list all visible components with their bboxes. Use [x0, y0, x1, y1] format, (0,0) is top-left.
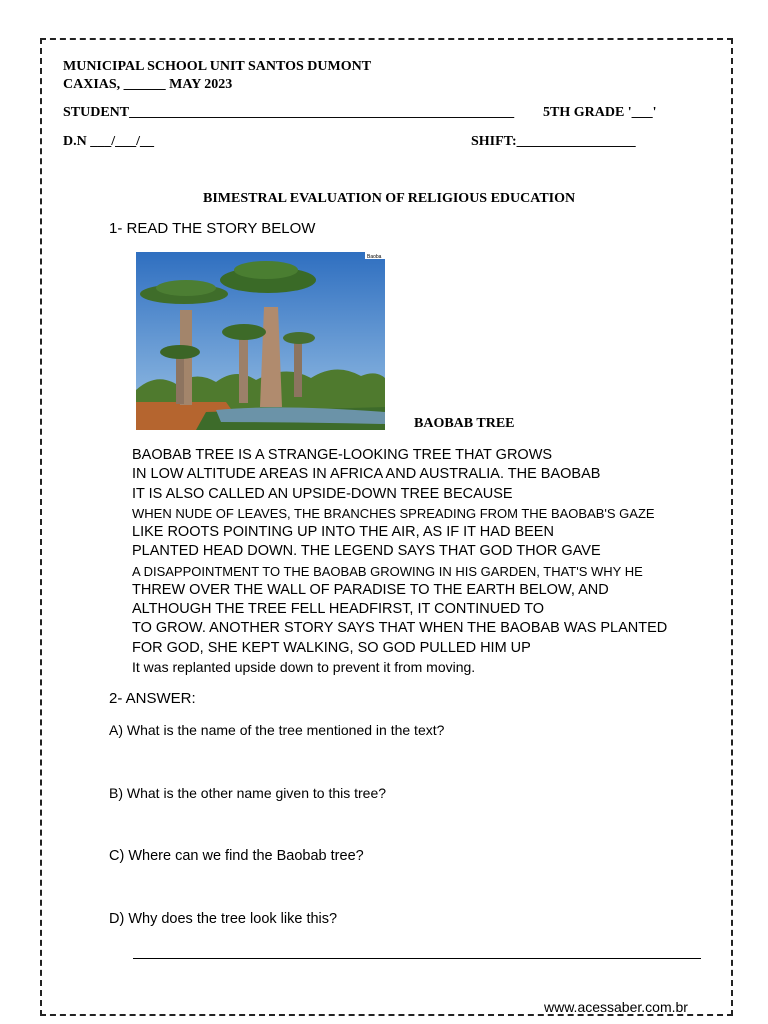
image-caption: BAOBAB TREE: [414, 416, 515, 431]
story-line: TO GROW. ANOTHER STORY SAYS THAT WHEN THE BAOBAB WAS PLANTED: [132, 620, 668, 636]
story-line: BAOBAB TREE IS A STRANGE-LOOKING TREE THAT GROWS: [132, 447, 553, 463]
story-line: It was replanted upside down to prevent it from moving.: [132, 659, 476, 675]
section-2-heading: 2- ANSWER:: [109, 690, 196, 707]
story-line: ALTHOUGH THE TREE FELL HEADFIRST, IT CONTINUED TO: [132, 601, 544, 617]
question-d: D) Why does the tree look like this?: [109, 911, 338, 927]
story-line: IN LOW ALTITUDE AREAS IN AFRICA AND AUSTRALIA. THE BAOBAB: [132, 466, 601, 482]
story-line: IT IS ALSO CALLED AN UPSIDE-DOWN TREE BECAUSE: [132, 486, 513, 502]
section-1-heading: 1- READ THE STORY BELOW: [109, 220, 316, 237]
story-line: FOR GOD, SHE KEPT WALKING, SO GOD PULLED HIM UP: [132, 640, 531, 656]
question-a: A) What is the name of the tree mentioned in the text?: [109, 722, 445, 738]
shift-field: SHIFT:_________________: [471, 134, 636, 149]
footer-url: www.acessaber.com.br: [544, 999, 688, 1015]
school-name: MUNICIPAL SCHOOL UNIT SANTOS DUMONT: [63, 59, 372, 74]
story-line: THREW OVER THE WALL OF PARADISE TO THE EARTH BELOW, AND: [132, 582, 609, 598]
dn-field: D.N ___/___/__: [63, 134, 154, 149]
answer-line: [133, 958, 701, 959]
grade-field: 5TH GRADE '___': [543, 105, 657, 120]
question-b: B) What is the other name given to this tree?: [109, 785, 387, 801]
photo-corner-tag: Baoba: [367, 254, 382, 260]
student-field: STUDENT_______________________________________________________: [63, 105, 515, 120]
story-line: LIKE ROOTS POINTING UP INTO THE AIR, AS IF IT HAD BEEN: [132, 524, 554, 540]
baobab-photo: [136, 252, 385, 430]
story-line: WHEN NUDE OF LEAVES, THE BRANCHES SPREADING FROM THE BAOBAB'S GAZE: [132, 506, 655, 521]
story-line: PLANTED HEAD DOWN. THE LEGEND SAYS THAT GOD THOR GAVE: [132, 543, 601, 559]
story-line: A DISAPPOINTMENT TO THE BAOBAB GROWING IN HIS GARDEN, THAT'S WHY HE: [132, 564, 643, 579]
question-c: C) Where can we find the Baobab tree?: [109, 848, 364, 864]
page-title: BIMESTRAL EVALUATION OF RELIGIOUS EDUCATION: [203, 191, 576, 206]
date-line: CAXIAS, ______ MAY 2023: [63, 77, 233, 92]
